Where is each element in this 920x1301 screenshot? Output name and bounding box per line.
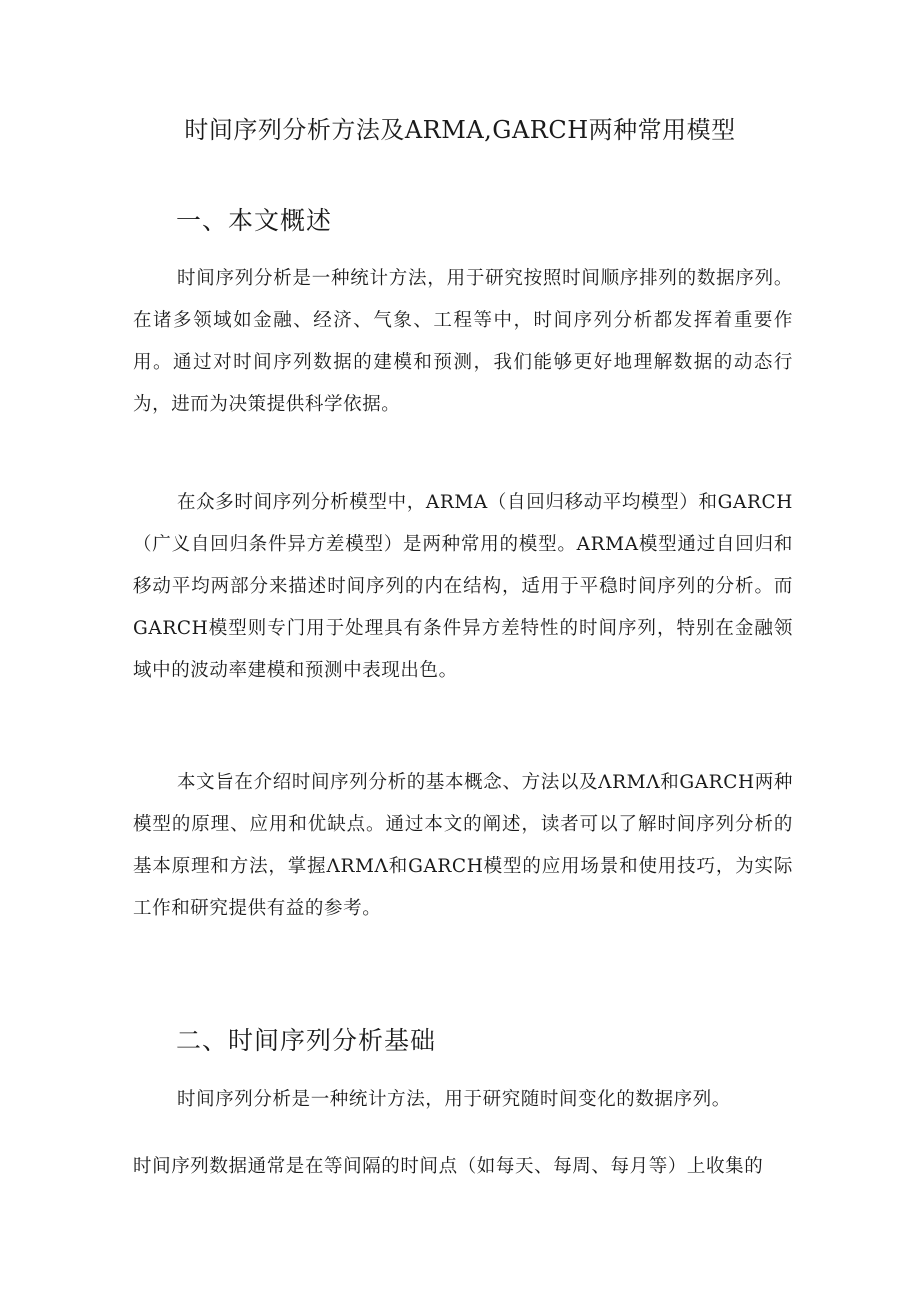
overview-paragraph-1: 时间序列分析是一种统计方法，用于研究按照时间顺序排列的数据序列。在诸多领域如金融、经济、气象、工程等中，时间序列分析都发挥着重要作用。通过对时间序列数据的建模和预测，我们能够更好地理解数据的动态行为，进而为决策提供科学依据。 (133, 268, 793, 415)
overview-paragraph-2: 在众多时间序列分析模型中，ARMA（自回归移动平均模型）和GARCH（广义自回归条件异方差模型）是两种常用的模型。ARMA模型通过自回归和移动平均两部分来描述时间序列的内在结构，适用于平稳时间序列的分析。而GARCH模型则专门用于处理具有条件异方差特性的时间序列，特别在金融领域中的波动率建模和预测中表现出色。 (133, 492, 793, 681)
section-heading-overview: 一、本文概述 (176, 206, 333, 235)
basics-paragraph-2: 时间序列数据通常是在等间隔的时间点（如每天、每周、每月等）上收集的 (133, 1156, 764, 1177)
basics-paragraph-1: 时间序列分析是一种统计方法，用于研究随时间变化的数据序列。 (177, 1089, 731, 1110)
overview-paragraph-3: 本文旨在介绍时间序列分析的基本概念、方法以及ΛRMΛ和GARCH两种模型的原理、应用和优缺点。通过本文的阐述，读者可以了解时间序列分析的基本原理和方法，掌握ΛRMΛ和GARCH模型的应用场景和使用技巧，为实际工作和研究提供有益的参考。 (133, 772, 793, 919)
section-heading-basics: 二、时间序列分析基础 (176, 1026, 437, 1055)
document-title: 时间序列分析方法及ARMA,GARCH两种常用模型 (184, 116, 736, 144)
